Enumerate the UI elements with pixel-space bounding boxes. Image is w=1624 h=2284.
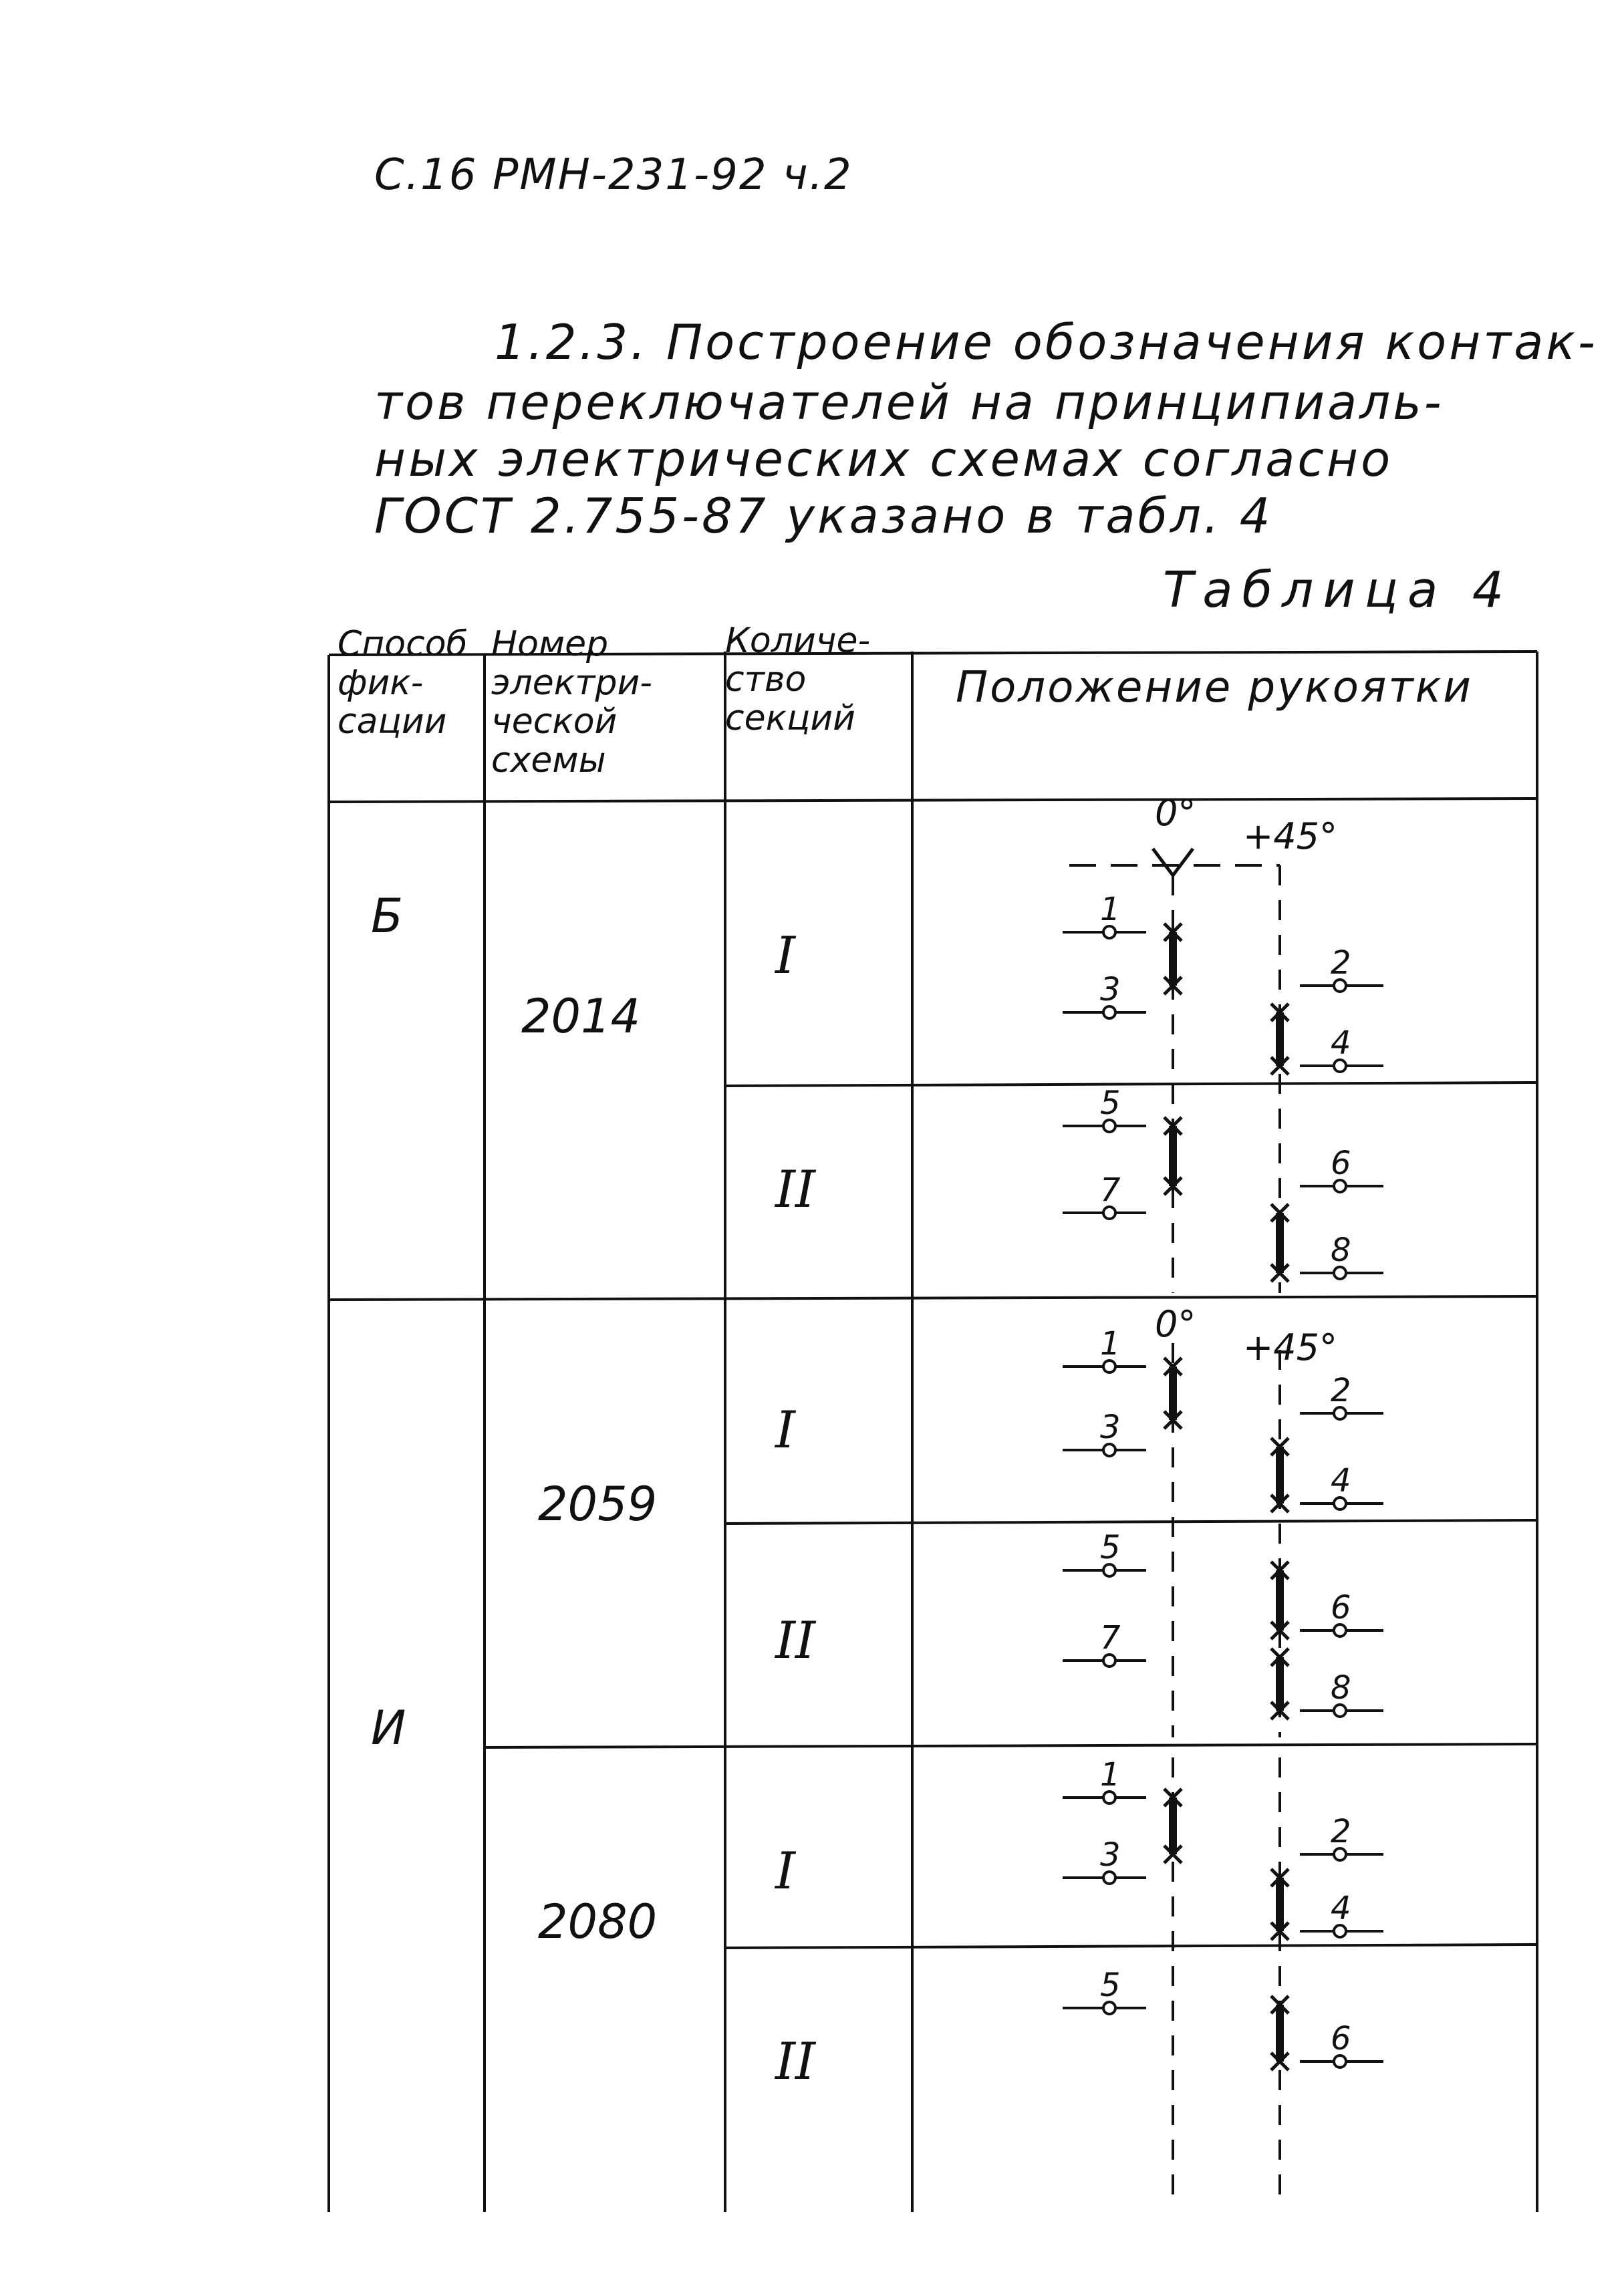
scheme-2080: 2080 bbox=[538, 1894, 658, 1949]
terminal-number: 4 bbox=[1331, 1890, 1351, 1927]
header-scheme-number: Номер электри- ческой схемы bbox=[491, 624, 653, 780]
terminal-number: 7 bbox=[1100, 1619, 1121, 1657]
section-label: I bbox=[775, 1400, 796, 1459]
terminal-number: 8 bbox=[1331, 1669, 1351, 1707]
page-header: С.16 РМН-231-92 ч.2 bbox=[374, 150, 853, 200]
terminal-number: 3 bbox=[1100, 971, 1121, 1008]
header-handle-position: Положение рукоятки bbox=[956, 663, 1473, 712]
terminal-number: 5 bbox=[1100, 1085, 1121, 1122]
section-divider bbox=[725, 1083, 1537, 1086]
terminal-number: 6 bbox=[1331, 2020, 1351, 2057]
terminal-number: 1 bbox=[1100, 1756, 1121, 1794]
angle-plus45-label: +45° bbox=[1243, 1326, 1337, 1369]
header-fixing-method: Способ фик- сации bbox=[337, 624, 468, 742]
terminal-number: 8 bbox=[1331, 1232, 1351, 1269]
intro-line-2: тов переключателей на принципиаль- bbox=[374, 374, 1444, 430]
section-label: II bbox=[775, 1159, 816, 1219]
terminal-number: 1 bbox=[1100, 891, 1121, 928]
terminal-number: 4 bbox=[1331, 1024, 1351, 1062]
terminal-number: 5 bbox=[1100, 1529, 1121, 1566]
section-label: II bbox=[775, 2031, 816, 2091]
section-label: I bbox=[775, 925, 796, 985]
group-divider bbox=[485, 1744, 1537, 1747]
fixing-method-i: И bbox=[371, 1701, 406, 1755]
group-divider bbox=[329, 1296, 1537, 1300]
terminal-number: 7 bbox=[1100, 1171, 1121, 1209]
header-sections-count: Количе- ство секций bbox=[725, 621, 871, 738]
angle-zero-label: 0° bbox=[1155, 792, 1196, 834]
header-bottom-border bbox=[329, 799, 1537, 802]
scheme-2014: 2014 bbox=[521, 989, 641, 1044]
intro-line-1: 1.2.3. Построение обозначения контак- bbox=[495, 314, 1598, 370]
intro-line-3: ных электрических схемах согласно bbox=[374, 431, 1393, 487]
scheme-2059: 2059 bbox=[538, 1477, 658, 1532]
terminal-number: 2 bbox=[1331, 1372, 1351, 1409]
handle-pointer bbox=[1153, 849, 1193, 875]
terminal-number: 4 bbox=[1331, 1462, 1351, 1500]
terminal-number: 1 bbox=[1100, 1325, 1121, 1363]
terminal-number: 6 bbox=[1331, 1589, 1351, 1626]
switch-contacts bbox=[1063, 792, 1383, 2205]
terminal-number: 6 bbox=[1331, 1145, 1351, 1182]
table-grid bbox=[329, 652, 1537, 2212]
section-divider bbox=[725, 1520, 1537, 1524]
terminal-number: 2 bbox=[1331, 944, 1351, 982]
table-caption: Таблица 4 bbox=[1163, 561, 1513, 619]
terminal-number: 3 bbox=[1100, 1836, 1121, 1874]
section-label: II bbox=[775, 1610, 816, 1670]
fixing-method-b: Б bbox=[371, 889, 404, 944]
terminal-number: 3 bbox=[1100, 1409, 1121, 1446]
terminal-number: 2 bbox=[1331, 1813, 1351, 1850]
section-divider bbox=[725, 1945, 1537, 1948]
intro-line-4: ГОСТ 2.755-87 указано в табл. 4 bbox=[374, 488, 1273, 544]
terminal-number: 5 bbox=[1100, 1967, 1121, 2004]
angle-zero-label: 0° bbox=[1155, 1303, 1196, 1345]
angle-plus45-label: +45° bbox=[1243, 815, 1337, 857]
section-label: I bbox=[775, 1841, 796, 1900]
